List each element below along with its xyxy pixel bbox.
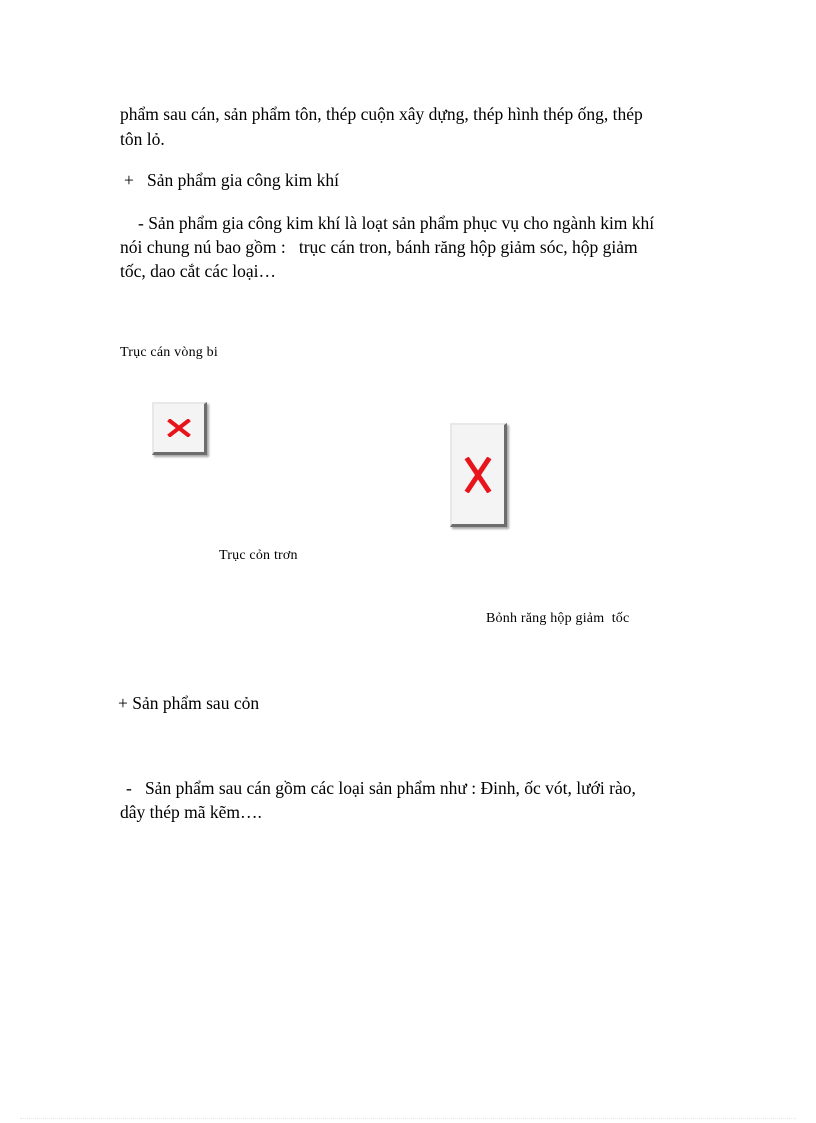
paragraph-2-line-3: tốc, dao cắt các loại… [120, 261, 276, 281]
broken-image-icon [167, 419, 191, 437]
page-bottom-divider [20, 1118, 796, 1119]
paragraph-1-line-2: tôn lỏ. [120, 129, 165, 149]
heading-post-rolling-products: + Sản phẩm sau cỏn [118, 693, 260, 713]
paragraph-3-line-1: - Sản phẩm sau cán gồm các loại sản phẩm như : Đinh, ốc vót, lưới rào, [126, 778, 636, 798]
heading-metalwork-products: + Sản phẩm gia công kim khí [124, 170, 339, 190]
paragraph-2-line-1: - Sản phẩm gia công kim khí là loạt sản phẩm phục vụ cho ngành kim khí [138, 213, 655, 233]
broken-image-placeholder-2 [450, 423, 507, 527]
paragraph-2-line-2: nói chung nú bao gồm : trục cán tron, bánh răng hộp giảm sóc, hộp giảm [120, 237, 638, 257]
broken-image-icon [464, 457, 492, 493]
paragraph-1-line-1: phẩm sau cán, sản phẩm tôn, thép cuộn xây dựng, thép hình thép ống, thép [120, 104, 643, 124]
broken-image-placeholder-1 [152, 402, 207, 455]
caption-bearing-roller: Trục cán vòng bi [120, 345, 218, 360]
caption-gearbox: Bỏnh răng hộp giảm tốc [486, 611, 630, 626]
caption-smooth-roller: Trục cỏn trơn [219, 548, 298, 563]
paragraph-3-line-2: dây thép mã kẽm…. [120, 802, 262, 822]
